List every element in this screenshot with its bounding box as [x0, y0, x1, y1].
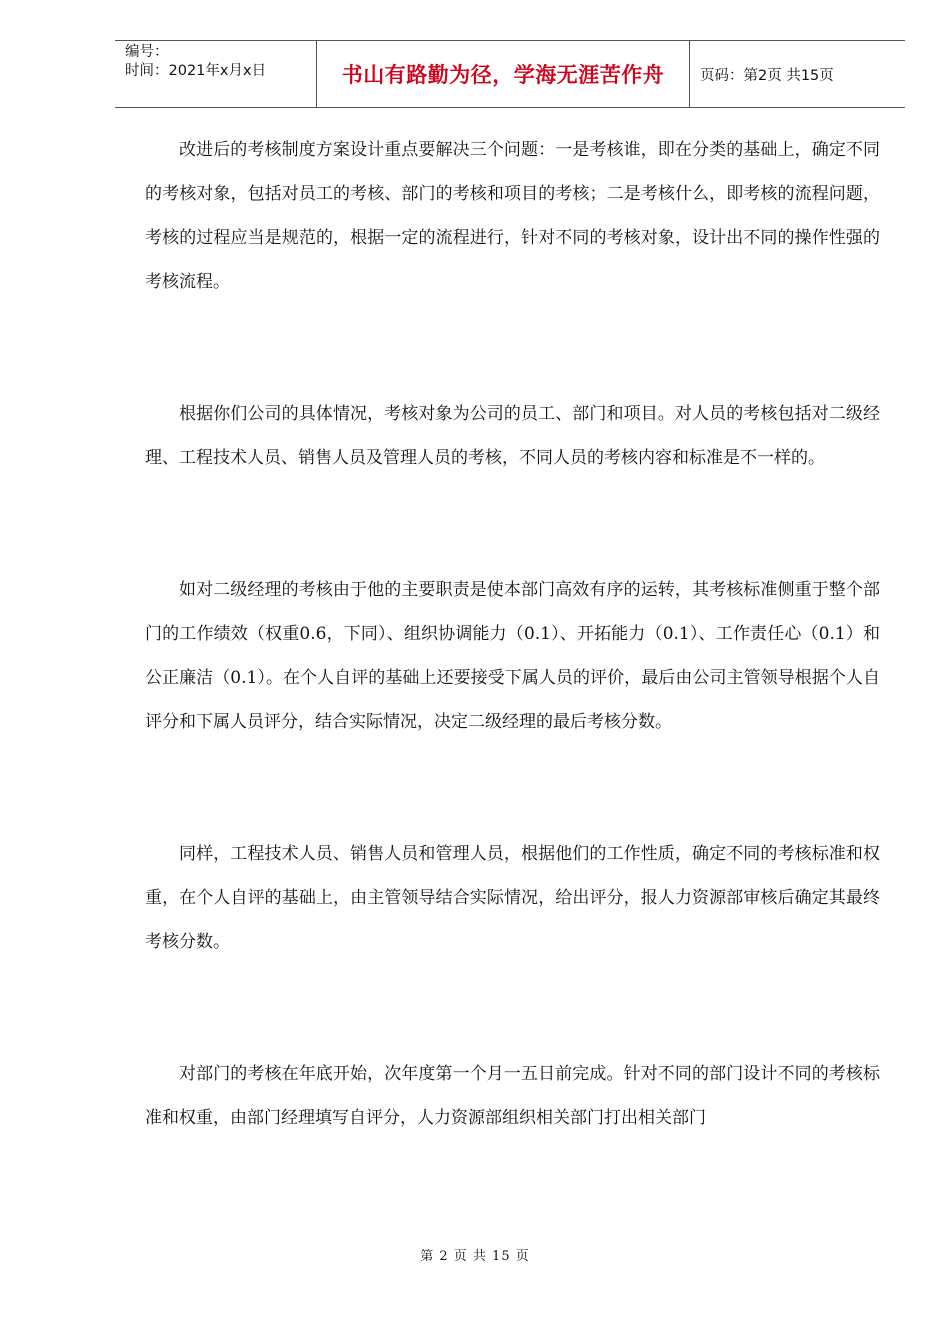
header-meta: [115, 41, 317, 107]
time-label: 时间：2021年x月x日: [125, 63, 267, 79]
paragraph: 根据你们公司的具体情况，考核对象为公司的员工、部门和项目。对人员的考核包括对二级经理、工程技术人员、销售人员及管理人员的考核，不同人员的考核内容和标准是不一样的。: [145, 404, 880, 468]
paragraph: 对部门的考核在年底开始，次年度第一个月一五日前完成。针对不同的部门设计不同的考核标准和权重，由部门经理填写自评分，人力资源部组织相关部门打出相关部门: [145, 1064, 880, 1128]
number-label: 编号：: [125, 44, 169, 60]
document-body: [145, 128, 880, 1140]
header-page-info: 页码：第2页 共15页: [700, 67, 834, 84]
page-footer: 第 2 页 共 15 页: [420, 1249, 530, 1264]
document-header: [115, 40, 905, 108]
header-motto: 书山有路勤为径，学海无涯苦作舟: [317, 41, 690, 107]
paragraph: 如对二级经理的考核由于他的主要职责是使本部门高效有序的运转，其考核标准侧重于整个部门的工作绩效（权重0.6，下同）、组织协调能力（0.1）、开拓能力（0.1）、工作责任心（0.1）和公正廉洁（0.1）。在个人自评的基础上还要接受下属人员的评价，最后由公司主管领导根据个人自评分和下属人员评分，结合实际情况，决定二级经理的最后考核分数。: [145, 580, 880, 732]
paragraph: 改进后的考核制度方案设计重点要解决三个问题：一是考核谁，即在分类的基础上，确定不同的考核对象，包括对员工的考核、部门的考核和项目的考核；二是考核什么，即考核的流程问题，考核的过程应当是规范的，根据一定的流程进行，针对不同的考核对象，设计出不同的操作性强的考核流程。: [145, 140, 880, 292]
paragraph: 同样，工程技术人员、销售人员和管理人员，根据他们的工作性质，确定不同的考核标准和权重，在个人自评的基础上，由主管领导结合实际情况，给出评分，报人力资源部审核后确定其最终考核分数。: [145, 844, 880, 952]
